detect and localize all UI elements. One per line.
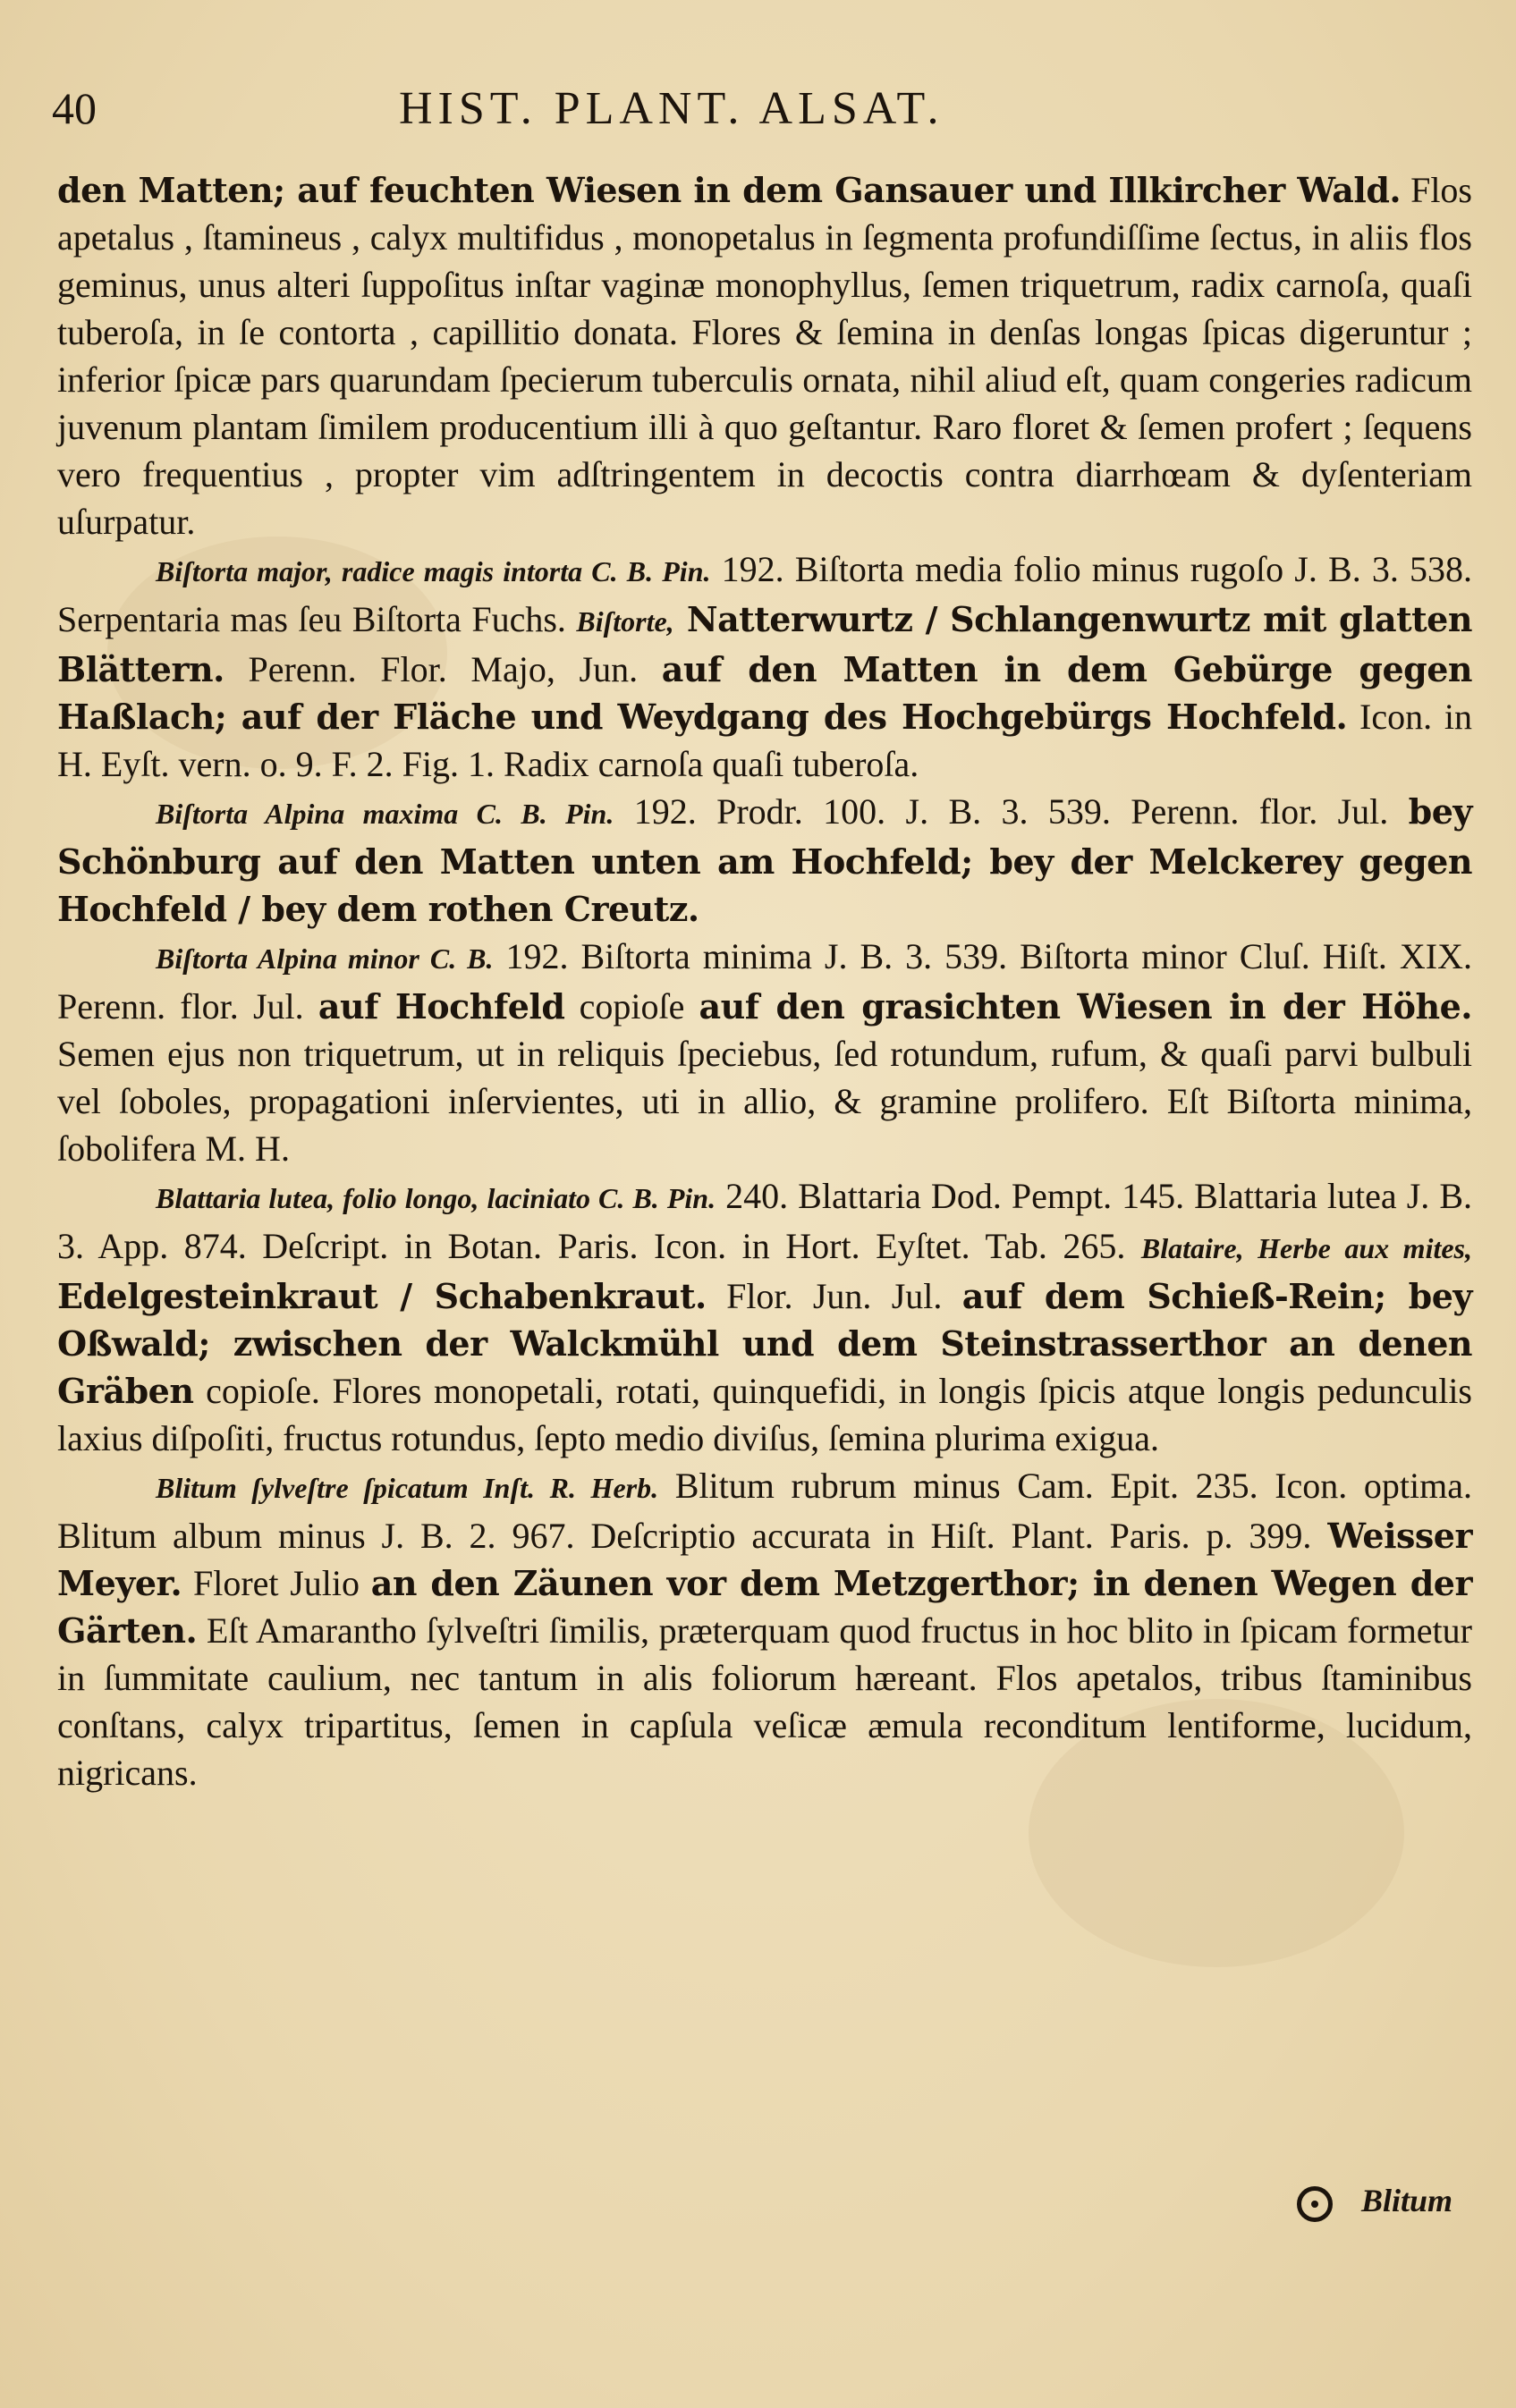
signature-mark-icon — [1297, 2186, 1333, 2222]
species-name: Biſtorte, — [576, 605, 674, 638]
species-name: Biſtorta Alpina maxima C. B. Pin. — [156, 798, 614, 830]
species-name: Biſtorta Alpina minor C. B. — [156, 942, 494, 975]
german-gloss: auf Hochfeld — [318, 986, 565, 1027]
german-gloss: auf dem Schieß-Rein; bey Oßwald; zwischen der Walckmühl und dem Steinstrasserthor an denen Gräben — [57, 1276, 1472, 1411]
latin-text: Blitum rubrum minus Cam. Epit. 235. Icon. optima. Blitum album minus J. B. 2. 967. Deſcriptio accurata in Hiſt. Plant. Paris. p. 399. — [57, 1466, 1473, 1556]
latin-text: 192. Prodr. 100. J. B. 3. 539. Perenn. flor. Jul. — [614, 791, 1409, 832]
latin-text: Icon. in H. Eyſt. vern. o. 9. F. 2. Fig. 1. Radix carnoſa quaſi tuberoſa. — [57, 697, 1473, 784]
species-name: Biſtorta major, radice magis intorta C. B. Pin. — [156, 555, 711, 587]
latin-text: copioſe — [564, 986, 699, 1027]
latin-text: Flos apetalus , ſtamineus , calyx multifidus , monopetalus in ſegmenta profundiſſime ſectus, in aliis flos geminus, unus alteri ſuppoſitus inſtar vaginæ monophyllus, ſemen triquetrum, radix carnoſa, quaſi tuberoſa, in ſe contorta , capillitio donata. Flores & ſemina in denſas longas ſpicas digeruntur ; inferior ſpicæ pars quarundam ſpecierum tuberculis ornata, nihil aliud eſt, quam congeries radicum juvenum plantam ſimilem producentium illi à quo geſtantur. Raro floret & ſemen profert ; ſequens vero frequentius , propter vim adſtringentem in decoctis contra diarrhœam & dyſenteriam uſurpatur. — [57, 170, 1472, 542]
catchword: Blitum — [1361, 2183, 1453, 2218]
entry-blitum-sylvestre — [57, 1462, 1472, 1796]
species-name: Blataire, Herbe aux mites, — [1140, 1232, 1473, 1264]
german-gloss: Natterwurtz / Schlangenwurtz mit glatten Blättern. — [57, 599, 1472, 689]
german-gloss: den Matten; auf feuchten Wiesen in dem Gansauer und Illkircher Wald. — [57, 170, 1402, 210]
text-body — [57, 166, 1472, 1796]
german-gloss: bey Schönburg auf den Matten unten am Hochfeld; bey der Melckerey gegen Hochfeld / bey dem rothen Creutz. — [57, 791, 1472, 929]
running-header — [52, 82, 1483, 154]
latin-text: Eſt Amarantho ſylveſtri ſimilis, præterquam quod fructus in hoc blito in ſpicam formetur in ſummitate caulium, nec tantum in alis foliorum hæreant. Flos apetalos, tribus ſtaminibus conſtans, calyx tripartitus, ſemen in capſula veſicæ æmula reconditum lentiforme, lucidum, nigricans. — [57, 1610, 1472, 1793]
entry-bistorta-alpina-maxima — [57, 788, 1472, 933]
german-gloss: Edelgesteinkraut / Schabenkraut. — [57, 1276, 707, 1316]
german-gloss: Weisser Meyer. — [57, 1516, 1472, 1603]
entry-blattaria-lutea — [57, 1172, 1472, 1462]
entry-bistorta-major — [57, 545, 1472, 788]
page-number: 40 — [52, 83, 97, 133]
german-gloss: auf den grasichten Wiesen in der Höhe. — [699, 986, 1473, 1027]
german-gloss: auf den Matten in dem Gebürge gegen Haßlach; auf der Fläche und Weydgang des Hochgebürgs Hochfeld. — [57, 649, 1472, 737]
latin-text: Flor. Jun. Jul. — [706, 1276, 962, 1316]
paragraph-continuation — [57, 166, 1472, 545]
latin-text: copioſe. Flores monopetali, rotati, quinquefidi, in longis ſpicis atque longis pedunculis laxius diſpoſiti, fructus rotundus, ſepto medio diviſus, ſemina plurima exigua. — [57, 1371, 1472, 1458]
species-name: Blattaria lutea, folio longo, laciniato C. B. Pin. — [156, 1182, 716, 1214]
entry-bistorta-alpina-minor — [57, 933, 1472, 1172]
running-title: HIST. PLANT. ALSAT. — [399, 83, 944, 134]
latin-text: 192. Biſtorta media folio minus rugoſo J. B. 3. 538. Serpentaria mas ſeu Biſtorta Fuchs. — [57, 549, 1472, 639]
latin-text: Semen ejus non triquetrum, ut in reliquis ſpeciebus, ſed rotundum, rufum, & quaſi parvi bulbuli vel ſoboles, propagationi inſervientes, uti in allio, & gramine prolifero. Eſt Biſtorta minima, ſobolifera M. H. — [57, 1034, 1472, 1169]
latin-text: Floret Julio — [182, 1563, 371, 1603]
latin-text: 192. Biſtorta minima J. B. 3. 539. Biſtorta minor Cluſ. Hiſt. XIX. Perenn. flor. Jul. — [57, 936, 1473, 1027]
species-name: Blitum ſylveſtre ſpicatum Inſt. R. Herb. — [156, 1472, 659, 1504]
german-gloss: an den Zäunen vor dem Metzgerthor; in denen Wegen der Gärten. — [57, 1563, 1472, 1651]
latin-text: Perenn. Flor. Majo, Jun. — [224, 649, 662, 689]
latin-text: 240. Blattaria Dod. Pempt. 145. Blattaria lutea J. B. 3. App. 874. Deſcript. in Botan. Paris. Icon. in Hort. Eyſtet. Tab. 265. — [57, 1176, 1473, 1266]
